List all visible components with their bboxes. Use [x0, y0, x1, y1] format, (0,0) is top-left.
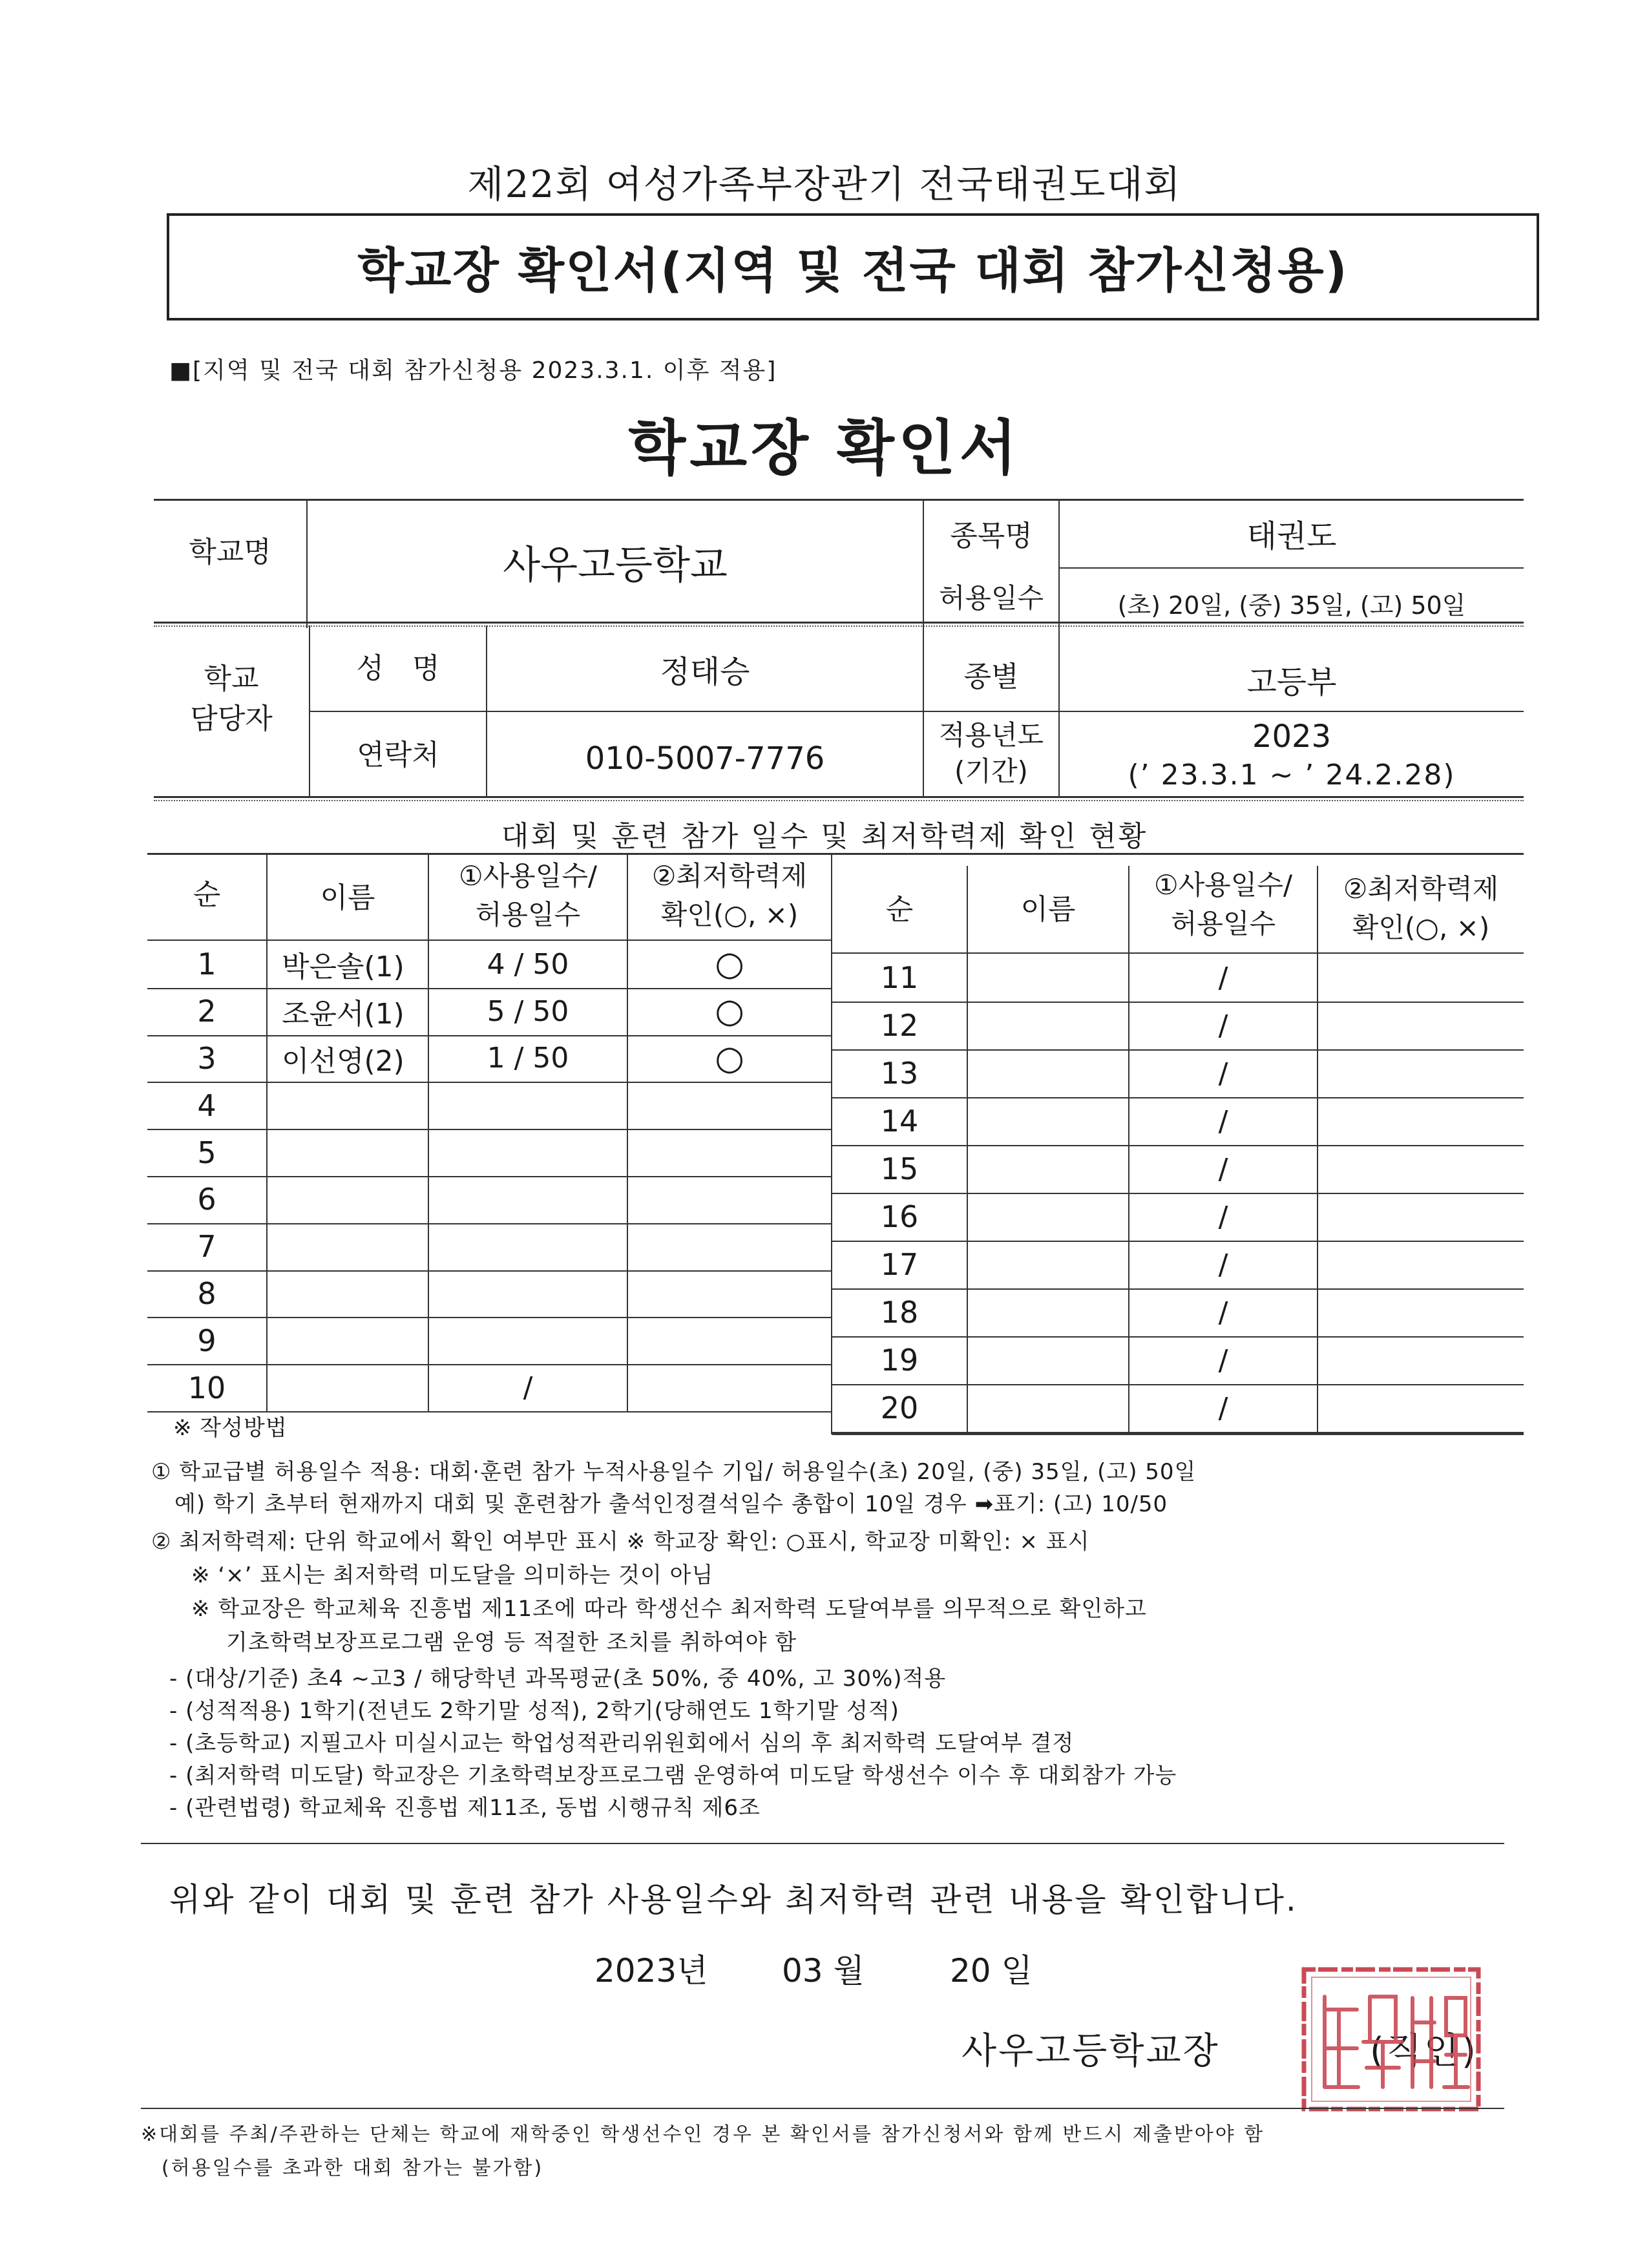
right-row-3-no: 13: [880, 1056, 919, 1091]
note-line-2: 예) 학기 초부터 현재까지 대회 및 훈련참가 출석인정결석일수 총합이 10일 경우 ➡표기: (고) 10/50: [174, 1491, 1168, 1517]
right-row-7-no: 17: [880, 1247, 919, 1282]
footer-divider: [141, 2108, 1504, 2109]
left-row-10-days: /: [523, 1371, 533, 1405]
person-name: 정태승: [660, 653, 750, 690]
note-line-7: - (대상/기준) 초4 ~고3 / 해당학년 과목평균(초 50%, 중 40%, 고 30%)적용: [169, 1666, 947, 1692]
left-row-3-days: 1 / 50: [487, 1042, 569, 1075]
right-row-10-no: 20: [880, 1391, 919, 1425]
left-row-3-no: 3: [197, 1040, 216, 1076]
event-title: 제22회 여성가족부장관기 전국태권도대회: [467, 162, 1182, 206]
right-row-5-days: /: [1218, 1152, 1228, 1186]
footer-note-1: ※대회를 주최/주관하는 단체는 학교에 재학중인 학생선수인 경우 본 확인서를 참가신청서와 함께 반드시 제출받아야 함: [141, 2123, 1265, 2146]
right-row-6-days: /: [1218, 1200, 1228, 1234]
left-row-7-check: [628, 1223, 831, 1270]
confirmation-statement: 위와 같이 대회 및 훈련 참가 사용일수와 최저학력 관련 내용을 확인합니다.: [169, 1881, 1298, 1918]
right-row-9-name: [968, 1336, 1128, 1384]
note-line-1: ① 학교급별 허용일수 적용: 대회·훈련 참가 누적사용일수 기입/ 허용일수(초) 20일, (중) 35일, (고) 50일: [151, 1459, 1197, 1485]
left-row-10-no: 10: [187, 1370, 226, 1405]
school-name: 사우고등학교: [503, 543, 728, 588]
right-row-4-no: 14: [880, 1104, 919, 1139]
right-row-9-check: [1318, 1336, 1524, 1384]
right-header-name: 이름: [1020, 893, 1076, 926]
principal-name: 사우고등학교장: [961, 2030, 1220, 2072]
right-row-3-days: /: [1218, 1056, 1228, 1090]
notes-divider: [141, 1843, 1504, 1844]
applied-year-label-line1: 적용년도: [938, 719, 1044, 751]
person-name-label: 성 명: [356, 652, 440, 685]
left-row-9-name: [268, 1317, 428, 1364]
allowed-days-value: (초) 20일, (중) 35일, (고) 50일: [1117, 591, 1466, 620]
right-row-1-no: 11: [880, 960, 919, 995]
date-month: 03 월: [782, 1952, 865, 1990]
left-header-check: [628, 857, 831, 934]
left-row-8-name: [268, 1270, 428, 1318]
left-row-4-check: [628, 1082, 831, 1129]
applied-year: [1060, 717, 1524, 795]
school-seal: [1299, 1964, 1484, 2114]
note-line-10: - (최저학력 미도달) 학교장은 기초학력보장프로그램 운영하여 미도달 학생선수 이수 후 대회참가 가능: [169, 1763, 1177, 1789]
right-row-9-no: 19: [880, 1343, 919, 1378]
left-row-6-check: [628, 1176, 831, 1223]
phone-label: 연락처: [357, 739, 439, 772]
left-row-7-no: 7: [197, 1229, 216, 1265]
note-line-4: ※ ‘×’ 표시는 최저학력 미도달을 의미하는 것이 아님: [191, 1562, 714, 1588]
right-row-7-check: [1318, 1241, 1524, 1288]
note-line-3: ② 최저학력제: 단위 학교에서 확인 여부만 표시 ※ 학교장 확인: ○표시, 학교장 미확인: × 표시: [151, 1529, 1090, 1555]
left-row-10-name: [268, 1364, 428, 1411]
right-row-1-name: [968, 954, 1128, 1002]
allowed-days-label: 허용일수: [938, 582, 1044, 614]
left-row-8-check: [628, 1270, 831, 1318]
right-row-1-check: [1318, 954, 1524, 1002]
left-header-check-line1: ②최저학력제: [651, 860, 808, 892]
right-row-7-days: /: [1218, 1248, 1228, 1281]
status-title: 대회 및 훈련 참가 일수 및 최저학력제 확인 현황: [501, 820, 1148, 853]
left-row-2-days: 5 / 50: [487, 994, 569, 1028]
date-day: 20 일: [950, 1952, 1033, 1990]
right-row-1-days: /: [1218, 961, 1228, 994]
left-row-5-check: [628, 1129, 831, 1176]
left-row-6-no: 6: [197, 1182, 216, 1217]
left-row-4-no: 4: [197, 1087, 216, 1123]
note-line-9: - (초등학교) 지필고사 미실시교는 학업성적관리위원회에서 심의 후 최저학력 도달여부 결정: [169, 1730, 1075, 1756]
left-row-9-days: [429, 1317, 627, 1364]
left-header-days-line1: ①사용일수/: [458, 860, 598, 892]
right-row-6-no: 16: [880, 1199, 919, 1234]
right-row-10-name: [968, 1384, 1128, 1432]
right-row-3-name: [968, 1049, 1128, 1097]
left-row-1-no: 1: [197, 947, 216, 982]
box-title: 학교장 확인서(지역 및 전국 대회 참가신청용): [357, 243, 1349, 299]
right-row-8-name: [968, 1288, 1128, 1336]
note-line-11: - (관련법령) 학교체육 진흥법 제11조, 동법 시행규칙 제6조: [169, 1795, 761, 1821]
left-row-10-check: [628, 1364, 831, 1411]
right-row-5-name: [968, 1145, 1128, 1193]
footer-note-2: (허용일수를 초과한 대회 참가는 불가함): [162, 2157, 544, 2179]
note-line-8: - (성적적용) 1학기(전년도 2학기말 성적), 2학기(당해연도 1학기말 성적): [169, 1698, 899, 1724]
title-box: [167, 213, 1539, 320]
right-row-8-check: [1318, 1288, 1524, 1336]
left-row-8-days: [429, 1270, 627, 1318]
left-row-7-name: [268, 1223, 428, 1270]
date-year: 2023년: [594, 1952, 708, 1990]
right-row-4-name: [968, 1097, 1128, 1145]
division-value: 고등부: [1246, 664, 1337, 700]
applied-year-value: 2023: [1252, 719, 1332, 755]
right-row-4-days: /: [1218, 1104, 1228, 1138]
right-header-no: 순: [885, 893, 914, 926]
left-header-no: 순: [193, 878, 221, 911]
right-header-days-line2: 허용일수: [1170, 908, 1276, 940]
right-row-4-check: [1318, 1097, 1524, 1145]
right-row-6-check: [1318, 1193, 1524, 1241]
contact-label-line2: 담당자: [190, 702, 273, 735]
document-title: 학교장 확인서: [628, 414, 1021, 483]
right-row-2-no: 12: [880, 1008, 919, 1043]
right-row-9-days: /: [1218, 1343, 1228, 1377]
left-row-5-days: [429, 1129, 627, 1176]
left-row-6-name: [268, 1176, 428, 1223]
left-row-9-no: 9: [197, 1323, 216, 1358]
right-header-days: [1129, 866, 1317, 943]
left-row-4-name: [268, 1082, 428, 1129]
sport-label: 종목명: [950, 520, 1033, 552]
right-row-2-days: /: [1218, 1009, 1228, 1042]
left-row-1-days: 4 / 50: [487, 947, 569, 981]
left-row-3-name: 이선영(2): [282, 1044, 404, 1078]
right-header-check-line1: ②최저학력제: [1343, 873, 1499, 905]
right-row-10-days: /: [1218, 1391, 1228, 1425]
contact-label-line1: 학교: [204, 662, 259, 695]
left-row-9-check: [628, 1317, 831, 1364]
school-name-label: 학교명: [189, 536, 271, 569]
right-row-5-check: [1318, 1145, 1524, 1193]
left-row-5-name: [268, 1129, 428, 1176]
note-line-5: ※ 학교장은 학교체육 진흥법 제11조에 따라 학생선수 최저학력 도달여부를 의무적으로 확인하고: [191, 1596, 1147, 1622]
left-header-days-line2: 허용일수: [475, 899, 581, 930]
left-row-4-days: [429, 1082, 627, 1129]
right-row-7-name: [968, 1241, 1128, 1288]
notes-heading: ※ 작성방법: [173, 1415, 288, 1441]
left-header-name: 이름: [320, 881, 375, 914]
left-row-1-check: ○: [715, 945, 744, 984]
right-header-days-line1: ①사용일수/: [1153, 869, 1293, 901]
left-row-2-no: 2: [197, 994, 216, 1029]
right-row-2-check: [1318, 1002, 1524, 1049]
left-header-days: [429, 857, 627, 934]
right-row-2-name: [968, 1002, 1128, 1049]
applied-period: (’ 23.3.1 ~ ’ 24.2.28): [1128, 759, 1456, 792]
phone-value: 010-5007-7776: [585, 740, 825, 777]
left-row-8-no: 8: [197, 1276, 216, 1311]
contact-label: [154, 659, 309, 739]
sport-value: 태권도: [1246, 518, 1337, 554]
right-row-8-no: 18: [880, 1295, 919, 1330]
left-row-7-days: [429, 1223, 627, 1270]
applicability-note: ■[지역 및 전국 대회 참가신청용 2023.3.1. 이후 적용]: [169, 357, 777, 384]
right-row-5-no: 15: [880, 1151, 919, 1186]
left-header-check-line2: 확인(○, ×): [660, 899, 799, 930]
right-row-3-check: [1318, 1049, 1524, 1097]
left-row-1-name: 박은솔(1): [282, 950, 404, 984]
left-row-5-no: 5: [197, 1135, 216, 1170]
left-row-2-check: ○: [715, 992, 744, 1031]
right-row-8-days: /: [1218, 1296, 1228, 1329]
right-header-check-line2: 확인(○, ×): [1352, 912, 1490, 943]
seal-label: (직인): [1370, 2030, 1478, 2072]
right-row-6-name: [968, 1193, 1128, 1241]
left-row-3-check: ○: [715, 1038, 744, 1078]
right-row-10-check: [1318, 1384, 1524, 1432]
left-row-2-name: 조윤서(1): [282, 998, 404, 1031]
note-line-6: 기초학력보장프로그램 운영 등 적절한 조치를 취하여야 함: [226, 1630, 797, 1655]
left-row-6-days: [429, 1176, 627, 1223]
right-header-check: [1318, 870, 1524, 947]
applied-year-label-line2: (기간): [954, 755, 1028, 787]
applied-year-label: [924, 717, 1058, 790]
division-label: 종별: [963, 660, 1019, 693]
